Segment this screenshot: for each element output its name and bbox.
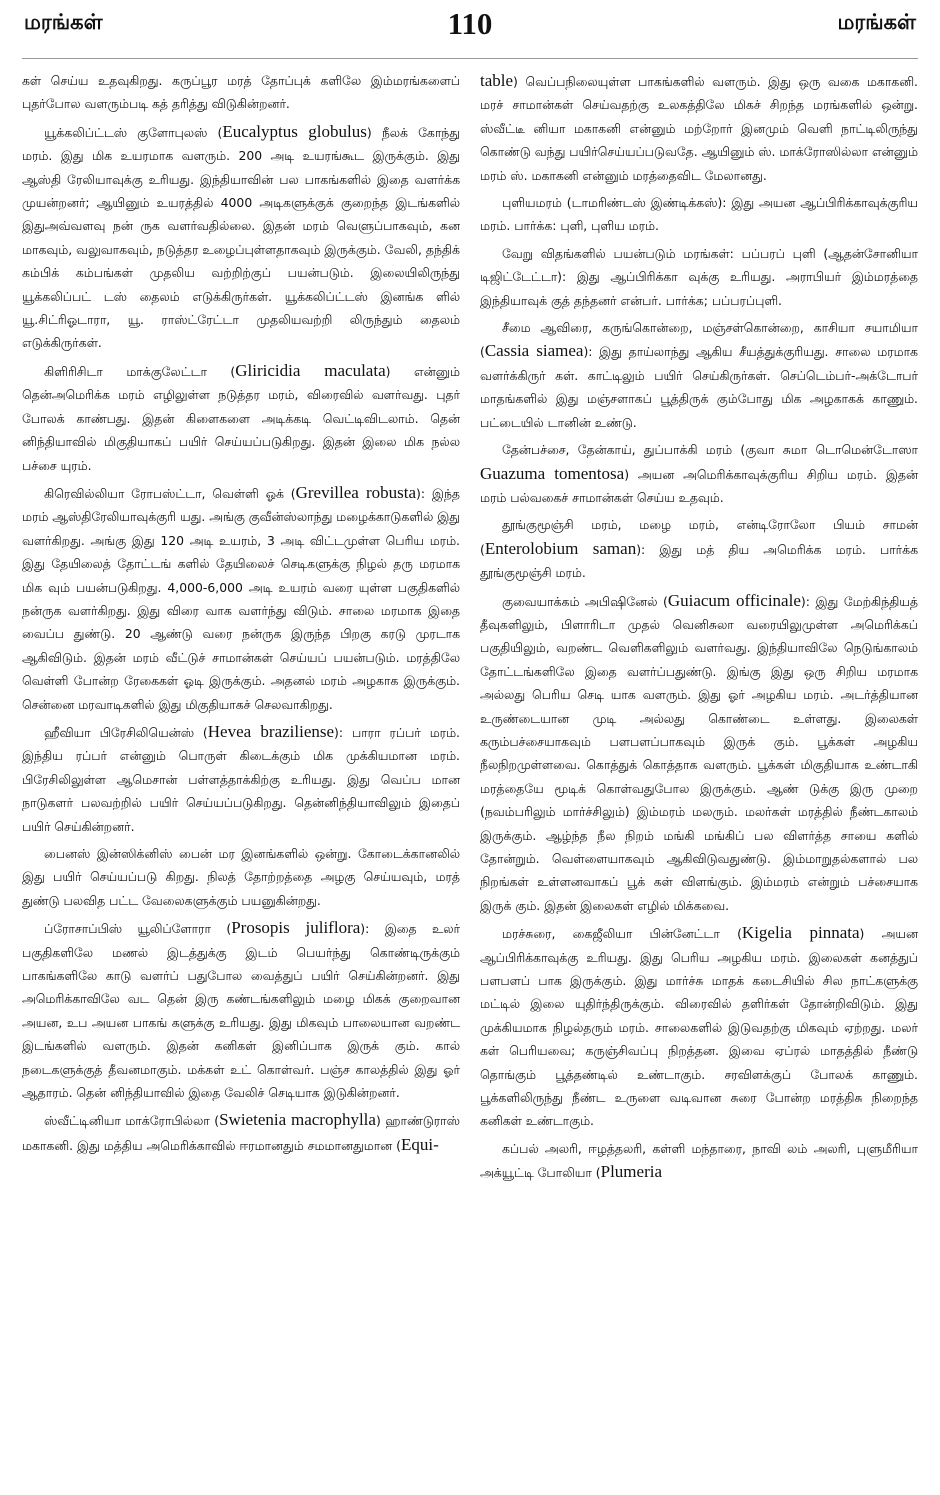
right-column bbox=[480, 69, 918, 1189]
paragraph: ஸ்வீட்டினியா மாக்ரோபில்லா (Swietenia macrophylla) ஹாண்டுராஸ் மகாகனி. இது மத்திய அமெரிக்காவில் ஈரமானதும் சமமானதுமான (Equi- bbox=[22, 1110, 460, 1154]
paragraph: வேறு விதங்களில் பயன்படும் மரங்கள்: பப்பரப் புளி (ஆதன்சோனியா டிஜிட்டேட்டா): இது ஆப்பிரிக்கா வுக்கு உரியது. அராபியர் இம்மரத்தை இந்தியாவுக் குத் தந்தனர் என்பர். பார்க்க; பப்பரப்புளி. bbox=[480, 245, 918, 308]
paragraph: பைனஸ் இன்ஸிக்னிஸ் பைன் மர இனங்களில் ஒன்று. கோடைக்கானலில் இது பயிர் செய்யப்படு கிறது. நிலத் தோற்றத்தை அழகு செய்யவும், மரத் துண்டு பலவித பட்ட வேலைகளுக்கும் பயனுகின்றது. bbox=[22, 846, 460, 908]
paragraph: கள் செய்ய உதவுகிறது. கருப்பூர மரத் தோப்புக் களிலே இம்மரங்களைப் புதர்போல வளரும்படி கத் தரித்து விடுகின்றனர். bbox=[22, 73, 460, 112]
paragraph: புளியமரம் (டாமரிண்டஸ் இண்டிக்கஸ்): இது அயன ஆப்பிரிக்காவுக்குரிய மரம். பார்க்க: புளி, புளிய மரம். bbox=[480, 195, 918, 234]
paragraph: தேன்பச்சை, தேன்காய், துப்பாக்கி மரம் (குவா சுமா டொமென்டோஸா Guazuma tomentosa) அயன அமெரிக்காவுக்குரிய சிறிய மரம். இதன் மரம் பல்வகைச் சாமான்கள் செய்ய உதவும். bbox=[480, 442, 918, 505]
paragraph: தூங்குமூஞ்சி மரம், மழை மரம், என்டிரோலோ பியம் சாமன் (Enterolobium saman): இது மத் திய அமெரிக்க மரம். பார்க்க தூங்குமூஞ்சி மரம். bbox=[480, 517, 918, 581]
paragraph: கிரெவில்லியா ரோபஸ்ட்டா, வெள்ளி ஓக் (Grevillea robusta): இந்த மரம் ஆஸ்திரேலியாவுக்குரி யது. அங்கு குவீன்ஸ்லாந்து மழைக்காடுகளில் இது வளர்கிறது. அங்கு இது 120 அடி உயரம், 3 அடி விட்டமுள்ள பெரிய மரம். இது தேயிலைத் தோட்டங் களில் தேயிலைச் செடிகளுக்கு நிழல் தரு மரமாக மிக வும் பயன்படுகிறது. 4,000-6,000 அடி உயரம் வரை யுள்ள பகுதிகளில் நன்ருக வளர்கிறது. இது விரை வாக வளர்ந்து விடும். சாலை மரமாக இதை வைப்ப துண்டு. 20 ஆண்டு வரை நன்ருக இருந்த பிறகு கரடு முரடாக ஆகிவிடும். இதன் மரம் வீட்டுச் சாமான்கள் செய்யப் பயன்படும். மரத்திலே வெள்ளி போன்ற ரேகைகள் ஓடி இருக்கும். அதனல் மரம் அழகாக இருக்கும். சென்னை மரவாடிகளில் இது மிகுதியாகச் செலவாகிறது. bbox=[22, 482, 460, 712]
paragraph: யூக்கலிப்ட்டஸ் குளோபுலஸ் (Eucalyptus globulus) நீலக் கோந்து மரம். இது மிக உயரமாக வளரும். 200 அடி உயரங்கூட இருக்கும். இது ஆஸ்தி ரேலியாவுக்கு உரியது. இந்தியாவின் பல பாகங்களில் இதை வளர்க்க முயன்றனர்; ஆயினும் உயரத்தில் 4000 அடிகளுக்குக் குறைந்த இடங்களில் இதுஅவ்வளவு நன் ருக வளர்வதில்லை. இதன் மரம் வெளுப்பாகவும், கன மாகவும், வலுவாகவும், நடுத்தர உழைப்புள்ளதாகவும் இருக்கும். வேலி, தந்திக் கம்பிக் கம்பங்கள் முதலிய வற்றிற்குப் பயன்படும். இலையிலிருந்து யூக்கலிப்பட் டஸ் தைலம் எடுக்கிருர்கள். யூக்கலிப்ட்டஸ் இனங்க ளில் யூ.சிட்ரிஓடாரா, யூ. ராஸ்ட்ரேட்டா முதலியவற்றி லிருந்தும் தைலம் எடுக்கிருர்கள். bbox=[22, 121, 460, 351]
paragraph: கிளிரிசிடா மாக்குலேட்டா (Gliricidia maculata) என்னும் தென்அமெரிக்க மரம் எழிலுள்ள நடுத்தர மரம், விரைவில் வளர்வது. புதர் போலக் காண்பது. இதன் கிளைகளை அடிக்கடி வெட்டிவிடலாம். தென் னிந்தியாவில் மிகுதியாகப் பயிர் செய்யப்படுகிறது. இதன் இலை மிக நல்ல பச்சை யுரம். bbox=[22, 360, 460, 473]
left-column bbox=[22, 69, 460, 1189]
paragraph: சீமை ஆவிரை, கருங்கொன்றை, மஞ்சள்கொன்றை, காசியா சயாமியா (Cassia siamea): இது தாய்லாந்து ஆகிய சீயத்துக்குரியது. சாலை மரமாக வளர்க்கிருர் கள். காட்டிலும் பயிர் செய்கிருர்கள். செப்டெம்பர்-அக்டோபர் மாதங்களில் இது மஞ்சளாகப் பூத்திருக் கும்போது மிக அழகாகக் காணும். பட்டையில் டானின் உண்டு. bbox=[480, 320, 918, 430]
paragraph: மரச்சுரை, கைஜீலியா பின்னேட்டா (Kigelia pinnata) அயன ஆப்பிரிக்காவுக்கு உரியது. இது பெரிய அழகிய மரம். இலைகள் கனத்துப் பளபளப் பாக இருக்கும். இது மார்ச்சு மாதக் கடைசியில் சில நாட்களுக்கு மட்டில் இலை யுதிர்ந்திருக்கும். விரைவில் தளிர்கள் தோன்றிவிடும். இது முக்கியமாக நிழல்தரும் மரம். சாலைகளில் இடுவதற்கு மிகவும் ஏற்றது. மலர் கள் பெரியவை; கருஞ்சிவப்பு நிறத்தன. இவை ஏப்ரல் மாதத்தில் நீண்டு தொங்கும் பூத்தண்டில் உண்டாகும். சரவிளக்குப் போலக் காணும். பூக்களிலிருந்து நீண்ட உருளை வடிவான சுரை போன்ற மரத்திசு நிறைந்த கனிகள் உண்டாகும். bbox=[480, 923, 918, 1129]
running-head-right: மரங்கள் bbox=[837, 10, 916, 34]
page-number: 110 bbox=[447, 6, 493, 41]
running-head-left: மரங்கள் bbox=[24, 10, 103, 34]
paragraph: ப்ரோசாப்பிஸ் யூலிப்ளோரா (Prosopis juliflora): இதை உலர் பகுதிகளிலே மணல் இடத்துக்கு இடம் பெயர்ந்து கொண்டிருக்கும் பாகங்களிலே காடு வளர்ப் பதுபோல வைத்துப் பயிர் செய்கின்றனர். இது அமெரிக்காவிலே வட தென் இரு கண்டங்களிலும் மழை மிகக் குறைவான அயன, உப அயன பாகங் களுக்கு உரியது. இது மிகவும் பாலையான வறண்ட இடங்களில் வளரும். இதன் கனிகள் இனிப்பாக இருக் கும். கால் நடைகளுக்குத் தீவனமாகும். மக்கள் உட் கொள்வர். பஞ்ச காலத்தில் இது ஓர் ஆதாரம். தென் னிந்தியாவில் இதை வேலிச் செடியாக இடுகின்றனர். bbox=[22, 918, 460, 1101]
text-columns bbox=[22, 69, 918, 1189]
paragraph: table) வெப்பநிலையுள்ள பாகங்களில் வளரும். இது ஒரு வகை மகாகனி. மரச் சாமான்கள் செய்வதற்கு உலகத்திலே மிகச் சிறந்த மரங்களில் ஒன்று. ஸ்வீட்டீ னியா மகாகனி என்னும் மற்றோர் இனமும் வெளி நாட்டிலிருந்து கொண்டு வந்து பயிர்செய்யப்படுவதே. ஆயினும் ஸ். மாக்ரோஸில்லா என்னும் மரம் ஸ். மகாகனி என்னும் மரத்தைவிட மேலானது. bbox=[480, 71, 919, 183]
paragraph: ஹீவியா பிரேசிலியென்ஸ் (Hevea braziliense): பாரா ரப்பர் மரம். இந்திய ரப்பர் என்னும் பொருள் கிடைக்கும் மிக முக்கியமான மரம். பிரேசிலிலுள்ள ஆமெசான் பள்ளத்தாக்கிற்கு உரியது. இது வெப்ப மான நாடுகளர் பலவற்றில் பயிர் செய்யப்படுகிறது. தென்னிந்தியாவிலும் இதைப் பயிர் செய்கின்றனர். bbox=[22, 721, 460, 834]
paragraph: குவையாக்கம் அபிஷினேல் (Guiacum officinale): இது மேற்கிந்தியத் தீவுகளிலும், பிளாரிடா முதல் வெனிசுலா வரையிலுமுள்ள அமெரிக்கப் பகுதியிலும், வறண்ட வெளிகளிலும் வளர்வது. இந்தியாவிலே நெடுங்காலம் தோட்டங்களிலே இதை வளர்ப்பதுண்டு. இங்கு இது ஒரு சிறிய மரமாக அல்லது பெரிய செடி யாக வளரும். இது ஓர் அழகிய மரம். அடர்த்தியான உருண்டையான முடி அல்லது கொண்டை உள்ளது. இலைகள் கரும்பச்சையாகவும் பளபளப்பாகவும் இருக் கும். பூக்கள் அழகிய நீலநிறமுள்ளவை. கொத்துக் கொத்தாக வளரும். பூக்கள் மிகுதியாக உண்டாகி மரத்தையே மூடிக் கொள்வதுபோல இருக்கும். ஆண் டுக்கு இரு முறை (நவம்பரிலும் மார்ச்சிலும்) இம்மரம் மலரும். மலர்கள் மரத்தில் நீண்டகாலம் இருக்கும். ஆழ்ந்த நீல நிறம் மங்கி மங்கிப் பல விளர்த்த சாயை களில் தோன்றும். வெள்ளையாகவும் ஆகிவிடுவதுண்டு. இம்மாறுதல்களால் பல நிறங்கள் உள்ளனவாகப் பூக் கள் விளங்கும். இம்மரம் என்றும் பச்சையாக இருக் கும். இதன் இலைகள் எழில் மிக்கவை. bbox=[480, 590, 919, 913]
paragraph: கப்பல் அலரி, ஈழத்தலரி, கள்ளி மந்தாரை, நாவி லம் அலரி, புளுமீரியா அக்யூட்டி போலியா (Plumeria bbox=[480, 1140, 918, 1182]
page-header bbox=[22, 6, 918, 59]
